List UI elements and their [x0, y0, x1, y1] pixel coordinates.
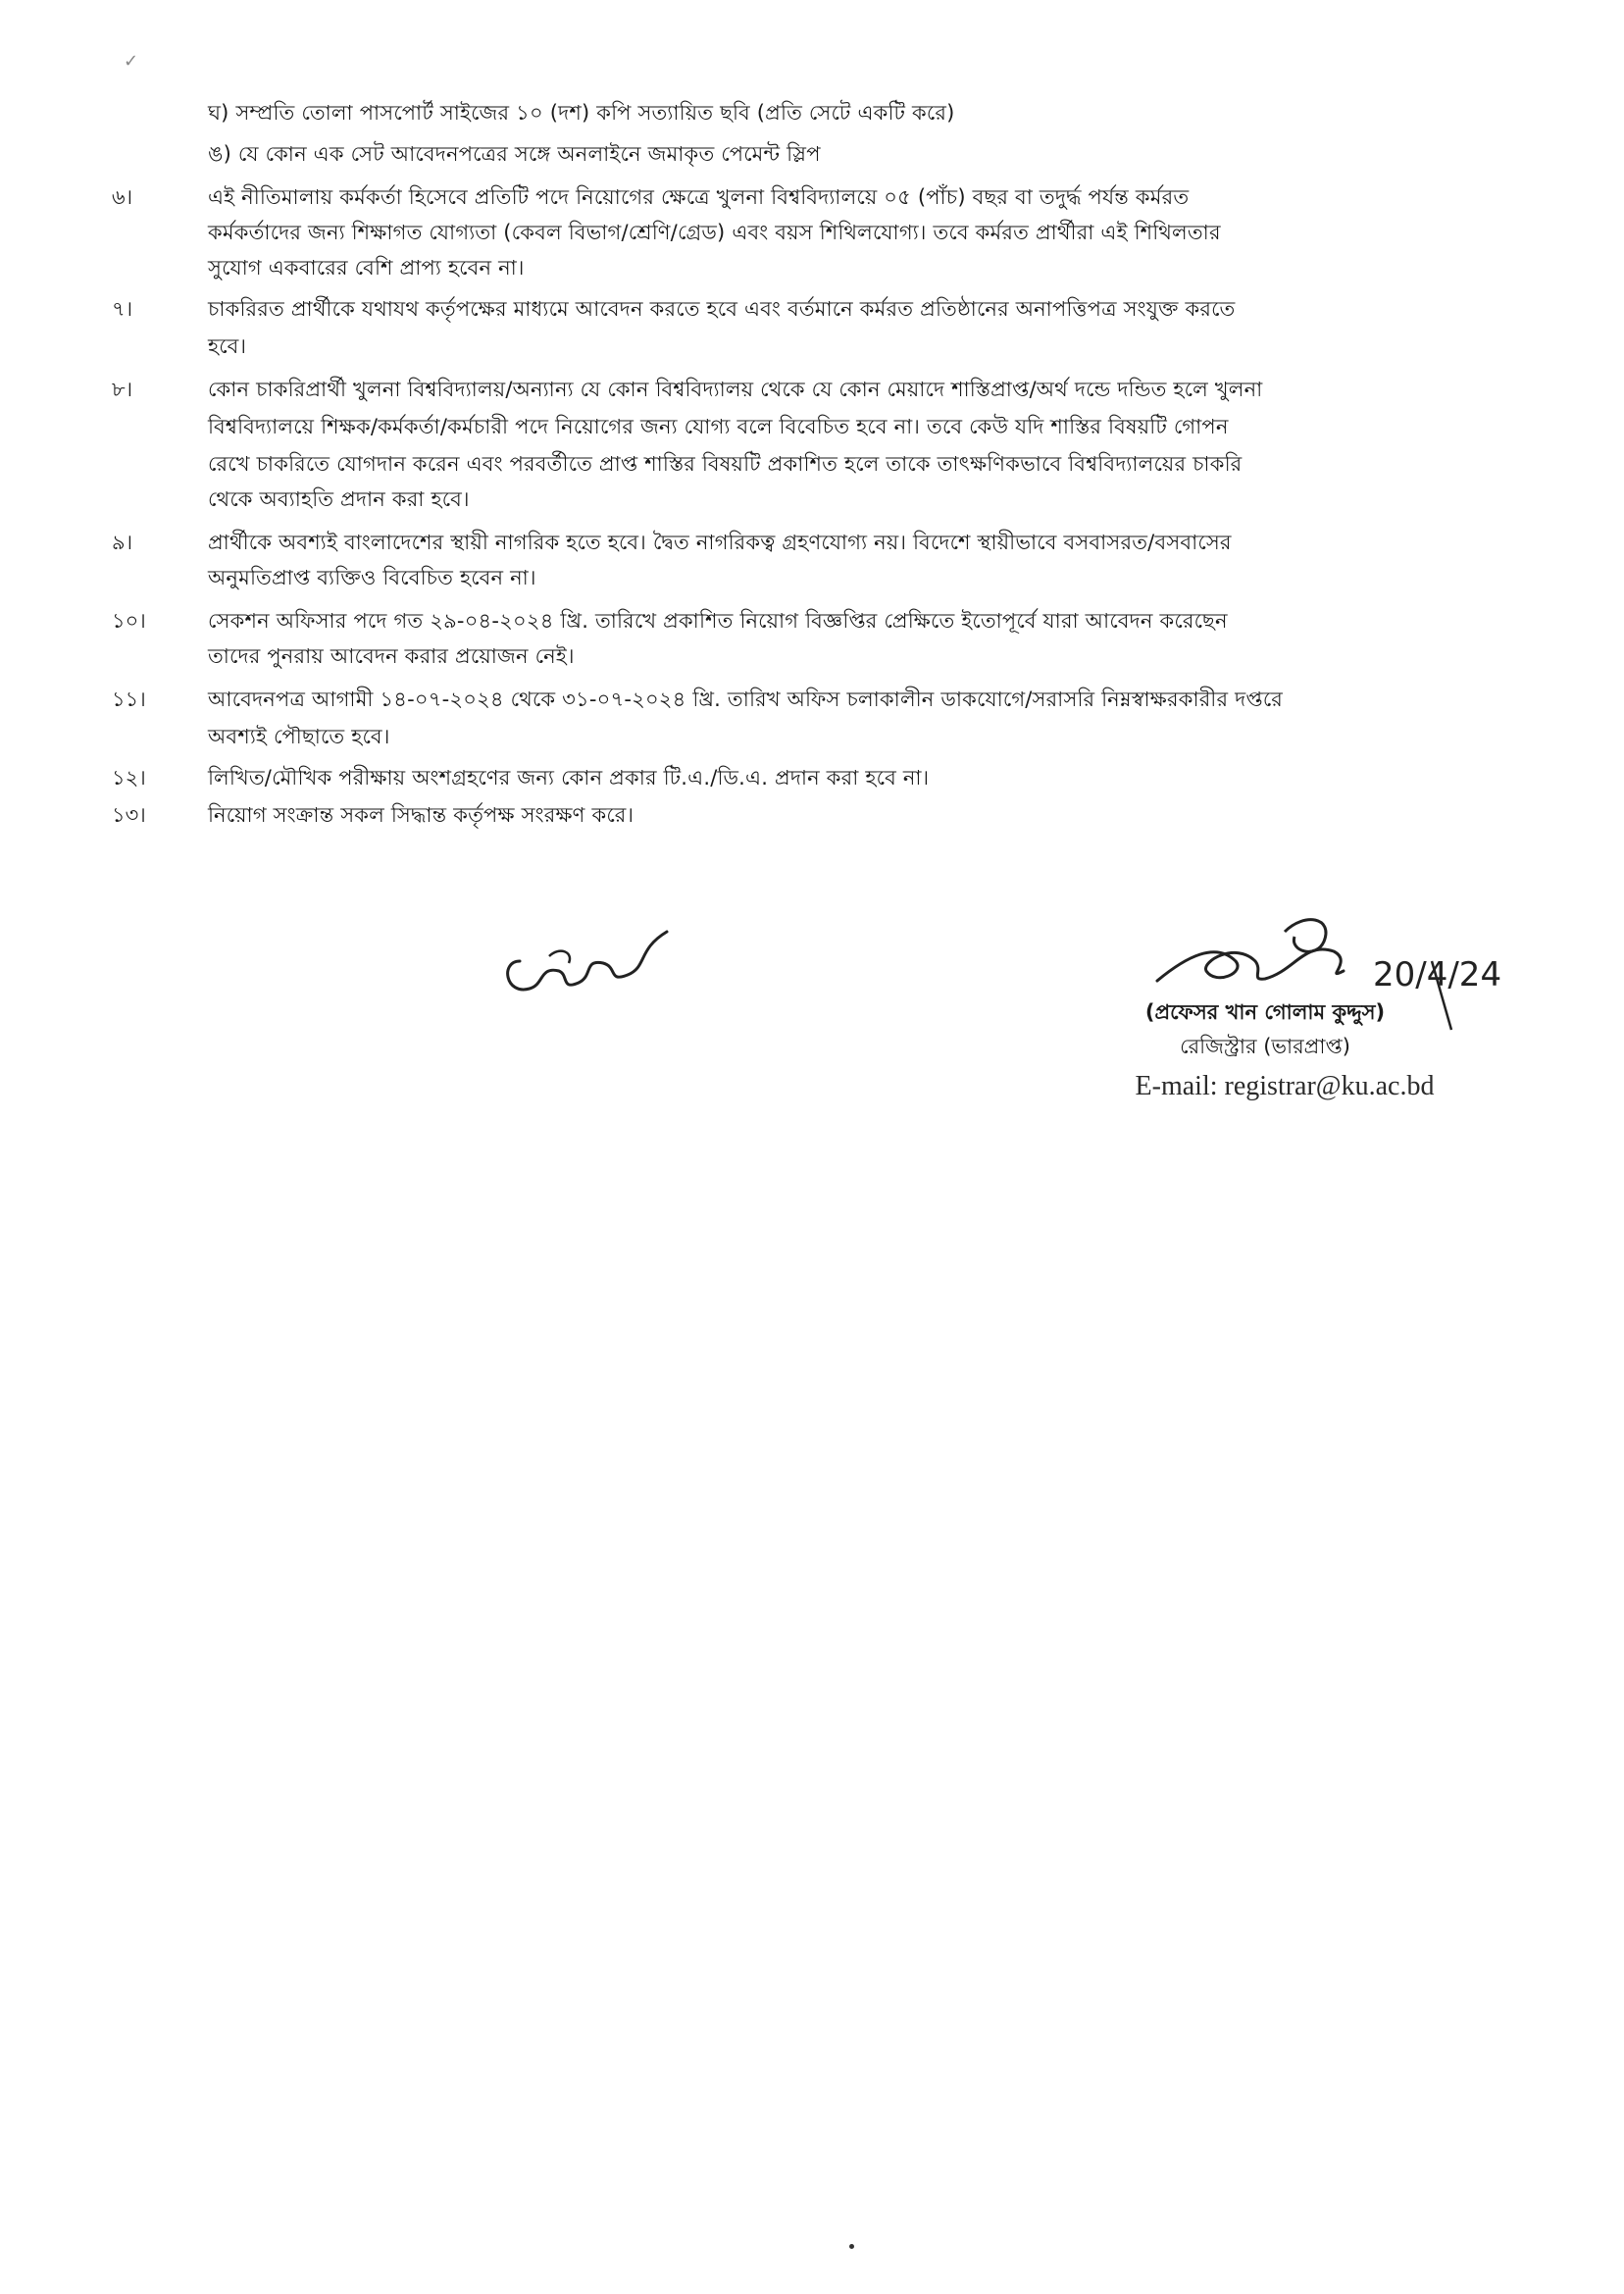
- scan-dot: [849, 2244, 854, 2249]
- item-uma: ঙ) যে কোন এক সেট আবেদনপত্রের সঙ্গে অনলাইনে জমাকৃত পেমেন্ট স্লিপ: [208, 142, 821, 166]
- item-7-line-2: হবে।: [208, 334, 247, 358]
- item-number: ১৩।: [112, 803, 146, 827]
- item-gha: ঘ) সম্প্রতি তোলা পাসপোর্ট সাইজের ১০ (দশ) কপি সত্যায়িত ছবি (প্রতি সেটে একটি করে): [208, 101, 955, 125]
- item-13-line-1: নিয়োগ সংক্রান্ত সকল সিদ্ধান্ত কর্তৃপক্ষ সংরক্ষণ করে।: [208, 803, 634, 827]
- item-11-line-1: আবেদনপত্র আগামী ১৪-০৭-২০২৪ থেকে ৩১-০৭-২০২৪ খ্রি. তারিখ অফিস চলাকালীন ডাকযোগে/সরাসরি নিম্নস্বাক্ষরকারীর দপ্তরে: [208, 688, 1284, 711]
- item-12-line-1: লিখিত/মৌখিক পরীক্ষায় অংশগ্রহণের জন্য কোন প্রকার টি.এ./ডি.এ. প্রদান করা হবে না।: [208, 766, 930, 790]
- handwritten-initial-signature: [490, 902, 686, 1010]
- item-8-line-2: বিশ্ববিদ্যালয়ে শিক্ষক/কর্মকর্তা/কর্মচারী পদে নিয়োগের জন্য যোগ্য বলে বিবেচিত হবে না। তবে কেউ যদি শাস্তির বিষয়টি গোপন: [208, 415, 1229, 438]
- item-number: ৯।: [112, 531, 133, 554]
- signatory-name: (প্রফেসর খান গোলাম কুদ্দুস): [1144, 1000, 1386, 1024]
- item-6-line-3: সুযোগ একবারের বেশি প্রাপ্য হবেন না।: [208, 256, 525, 280]
- item-8-line-1: কোন চাকরিপ্রার্থী খুলনা বিশ্ববিদ্যালয়/অন্যান্য যে কোন বিশ্ববিদ্যালয় থেকে যে কোন মেয়াদে শাস্তিপ্রাপ্ত/অর্থ দন্ডে দন্ডিত হলে খুলনা: [208, 378, 1263, 401]
- item-number: ১২।: [112, 766, 146, 790]
- item-number: ১০।: [112, 609, 146, 633]
- item-9-line-1: প্রার্থীকে অবশ্যই বাংলাদেশের স্থায়ী নাগরিক হতে হবে। দ্বৈত নাগরিকত্ব গ্রহণযোগ্য নয়। বিদেশে স্থায়ীভাবে বসবাসরত/বসবাসের: [208, 531, 1232, 554]
- item-9-line-2: অনুমতিপ্রাপ্ত ব্যক্তিও বিবেচিত হবেন না।: [208, 566, 536, 589]
- item-6-line-1: এই নীতিমালায় কর্মকর্তা হিসেবে প্রতিটি পদে নিয়োগের ক্ষেত্রে খুলনা বিশ্ববিদ্যালয়ে ০৫ (পাঁচ) বছর বা তদুর্দ্ধ পর্যন্ত কর্মরত: [208, 185, 1190, 209]
- item-number: ৭।: [112, 297, 133, 321]
- item-11-line-2: অবশ্যই পৌছাতে হবে।: [208, 725, 390, 748]
- item-8-line-4: থেকে অব্যাহতি প্রদান করা হবে।: [208, 487, 470, 511]
- item-number: ৬।: [112, 185, 133, 209]
- handwritten-date: 20/4/24: [1373, 955, 1502, 994]
- item-10-line-1: সেকশন অফিসার পদে গত ২৯-০৪-২০২৪ খ্রি. তারিখে প্রকাশিত নিয়োগ বিজ্ঞপ্তির প্রেক্ষিতে ইতোপূর্বে যারা আবেদন করেছেন: [208, 609, 1228, 633]
- item-number: ৮।: [112, 378, 133, 401]
- tick-mark: ✓: [124, 51, 139, 72]
- signatory-email: E-mail: registrar@ku.ac.bd: [1135, 1071, 1435, 1101]
- item-number: ১১।: [112, 688, 146, 711]
- item-7-line-1: চাকরিরত প্রার্থীকে যথাযথ কর্তৃপক্ষের মাধ্যমে আবেদন করতে হবে এবং বর্তমানে কর্মরত প্রতিষ্ঠানের অনাপত্তিপত্র সংযুক্ত করতে: [208, 297, 1236, 321]
- item-6-line-2: কর্মকর্তাদের জন্য শিক্ষাগত যোগ্যতা (কেবল বিভাগ/শ্রেণি/গ্রেড) এবং বয়স শিথিলযোগ্য। তবে কর্মরত প্রার্থীরা এই শিথিলতার: [208, 221, 1221, 244]
- signatory-title: রেজিস্ট্রার (ভারপ্রাপ্ত): [1180, 1035, 1350, 1058]
- item-10-line-2: তাদের পুনরায় আবেদন করার প্রয়োজন নেই।: [208, 644, 575, 668]
- item-8-line-3: রেখে চাকরিতে যোগদান করেন এবং পরবর্তীতে প্রাপ্ত শাস্তির বিষয়টি প্রকাশিত হলে তাকে তাৎক্ষণিকভাবে বিশ্ববিদ্যালয়ের চাকরি: [208, 452, 1243, 476]
